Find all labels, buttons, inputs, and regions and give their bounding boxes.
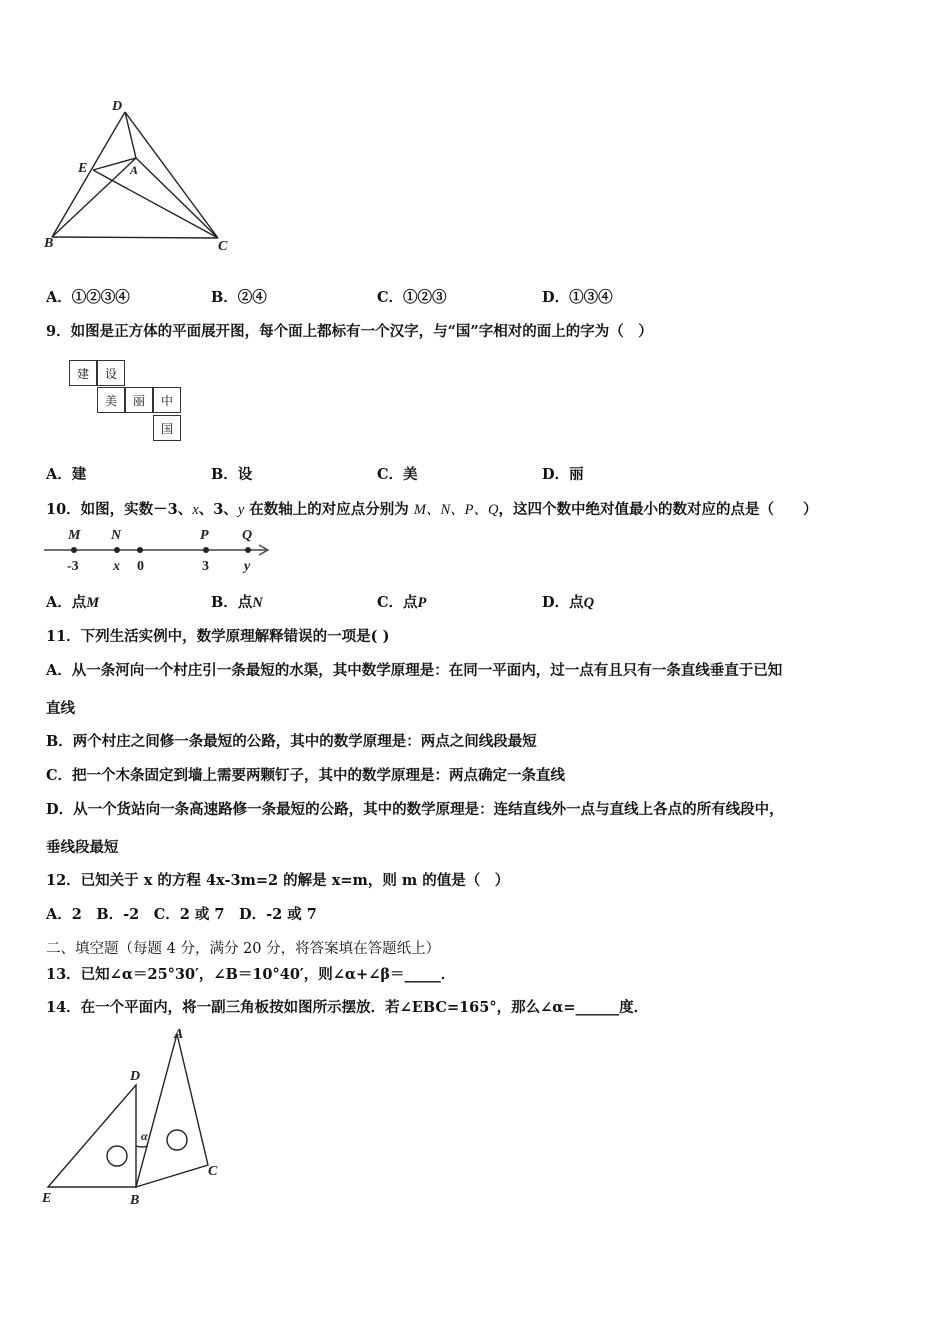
label-e: E <box>42 1191 52 1206</box>
q12-stem: 12．已知关于 x 的方程 4x-3m=2 的解是 x=m，则 m 的值是（ ） <box>46 872 510 889</box>
value-3: 3 <box>202 559 209 574</box>
q10-option-a: A．点M <box>46 594 100 611</box>
net-cell: 设 <box>97 360 125 386</box>
net-cell: 丽 <box>125 387 153 413</box>
q9-stem: 9．如图是正方体的平面展开图，每个面上都标有一个汉字，与“国”字相对的面上的字为（ ） <box>46 323 653 340</box>
value-0: 0 <box>137 559 144 574</box>
q10-option-c: C．点P <box>377 594 427 611</box>
q9-option-b: B．设 <box>211 466 253 483</box>
q9-option-c: C．美 <box>377 466 418 483</box>
net-cell: 国 <box>153 415 181 441</box>
point-m: M <box>68 528 81 543</box>
net-cell: 美 <box>97 387 125 413</box>
q8-triangle-figure <box>40 92 250 262</box>
net-cell: 中 <box>153 387 181 413</box>
q8-option-b: B．②④ <box>211 289 267 306</box>
point-n: N <box>111 528 122 543</box>
q10-option-b: B．点N <box>211 594 263 611</box>
q9-option-d: D．丽 <box>542 466 584 483</box>
value-x: x <box>113 559 120 574</box>
q12-options: A．2 B．-2 C．2 或 7 D．-2 或 7 <box>46 906 317 923</box>
label-b: B <box>44 236 54 251</box>
q8-option-a: A．①②③④ <box>46 289 130 306</box>
q14-stem: 14．在一个平面内，将一副三角板按如图所示摆放．若∠EBC=165°，那么∠α=______度． <box>46 999 649 1016</box>
section-heading: 二、填空题（每题 4 分，满分 20 分，将答案填在答题纸上） <box>46 941 441 957</box>
q10-option-d: D．点Q <box>542 594 595 611</box>
q11-option-a-line2: 直线 <box>46 700 75 717</box>
label-a: A <box>130 163 139 177</box>
value-neg3: -3 <box>67 559 79 574</box>
label-e: E <box>78 161 88 176</box>
set-squares-figure <box>38 1022 238 1212</box>
number-line-figure <box>40 524 280 580</box>
q13-stem: 13．已知∠α＝25°30′，∠B＝10°40′，则∠α+∠β＝_____． <box>46 966 456 983</box>
q11-option-d-line2: 垂线段最短 <box>46 839 119 856</box>
q11-stem: 11．下列生活实例中，数学原理解释错误的一项是( ) <box>46 628 390 645</box>
q10-stem: 10．如图，实数－3、x、3、y 在数轴上的对应点分别为 M、N、P、Q，这四个数中绝对值最小的数对应的点是（ ） <box>46 501 818 518</box>
q8-option-d: D．①③④ <box>542 289 613 306</box>
label-d: D <box>112 99 123 114</box>
point-q: Q <box>242 528 253 543</box>
q11-option-b: B．两个村庄之间修一条最短的公路，其中的数学原理是：两点之间线段最短 <box>46 733 537 750</box>
label-c: C <box>218 239 228 254</box>
q11-option-c: C．把一个木条固定到墙上需要两颗钉子，其中的数学原理是：两点确定一条直线 <box>46 767 566 784</box>
label-c: C <box>208 1164 218 1179</box>
q11-option-a-line1: A．从一条河向一个村庄引一条最短的水渠，其中数学原理是：在同一平面内，过一点有且只有一条直线垂直于已知 <box>46 662 783 679</box>
q9-option-a: A．建 <box>46 466 87 483</box>
label-b: B <box>130 1193 140 1208</box>
value-y: y <box>244 559 251 574</box>
net-cell: 建 <box>69 360 97 386</box>
label-alpha: α <box>141 1129 148 1143</box>
q11-option-d-line1: D．从一个货站向一条高速路修一条最短的公路，其中的数学原理是：连结直线外一点与直线上各点的所有线段中， <box>46 801 784 818</box>
q8-option-c: C．①②③ <box>377 289 447 306</box>
point-p: P <box>200 528 209 543</box>
label-a: A <box>174 1027 184 1042</box>
label-d: D <box>130 1069 141 1084</box>
